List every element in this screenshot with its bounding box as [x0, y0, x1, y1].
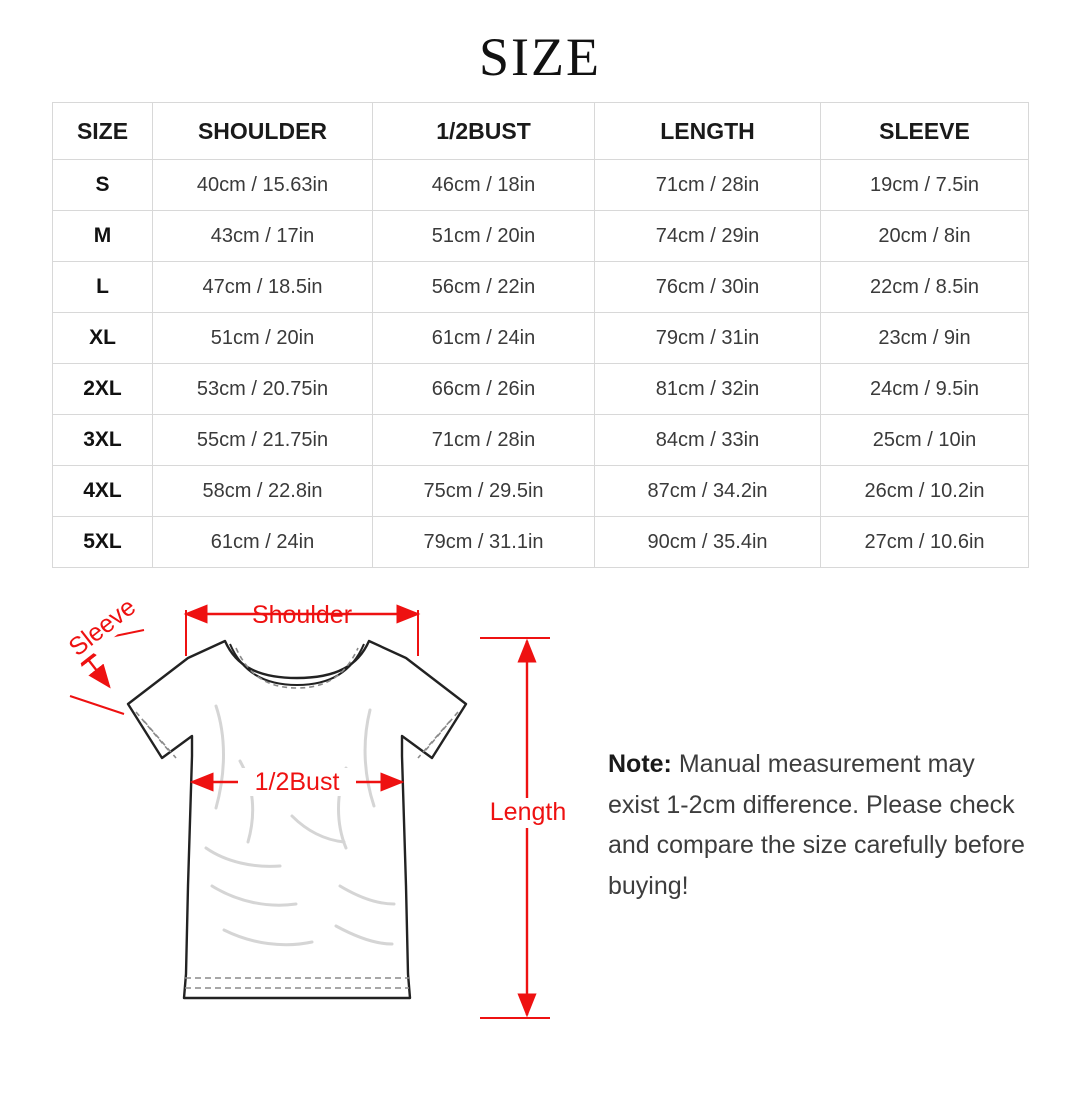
cell-sleeve: 27cm / 10.6in: [821, 517, 1029, 568]
cell-size: XL: [53, 313, 153, 364]
cell-bust: 71cm / 28in: [373, 415, 595, 466]
cell-bust: 79cm / 31.1in: [373, 517, 595, 568]
cell-bust: 75cm / 29.5in: [373, 466, 595, 517]
measurement-diagram: [0, 586, 1080, 1086]
cell-sleeve: 19cm / 7.5in: [821, 160, 1029, 211]
cell-length: 74cm / 29in: [595, 211, 821, 262]
cell-bust: 46cm / 18in: [373, 160, 595, 211]
table-row: [53, 313, 1029, 364]
cell-size: M: [53, 211, 153, 262]
table-row: [53, 466, 1029, 517]
size-table-container: [0, 102, 1080, 568]
column-header-length: LENGTH: [595, 103, 821, 160]
cell-size: S: [53, 160, 153, 211]
cell-sleeve: 22cm / 8.5in: [821, 262, 1029, 313]
size-chart-table: [52, 102, 1029, 568]
shoulder-label: Shoulder: [251, 601, 353, 629]
cell-bust: 56cm / 22in: [373, 262, 595, 313]
cell-length: 84cm / 33in: [595, 415, 821, 466]
table-row: [53, 364, 1029, 415]
page-title: SIZE: [479, 27, 601, 87]
cell-size: L: [53, 262, 153, 313]
cell-length: 76cm / 30in: [595, 262, 821, 313]
cell-sleeve: 25cm / 10in: [821, 415, 1029, 466]
sleeve-label: Sleeve: [62, 591, 143, 663]
length-label: Length: [489, 798, 567, 826]
cell-sleeve: 24cm / 9.5in: [821, 364, 1029, 415]
column-header-sleeve: SLEEVE: [821, 103, 1029, 160]
cell-size: 3XL: [53, 415, 153, 466]
cell-length: 81cm / 32in: [595, 364, 821, 415]
column-header-bust: 1/2BUST: [373, 103, 595, 160]
cell-size: 2XL: [53, 364, 153, 415]
cell-shoulder: 40cm / 15.63in: [153, 160, 373, 211]
cell-shoulder: 47cm / 18.5in: [153, 262, 373, 313]
tshirt-illustration: [40, 586, 660, 1056]
cell-sleeve: 20cm / 8in: [821, 211, 1029, 262]
cell-length: 90cm / 35.4in: [595, 517, 821, 568]
table-row: [53, 262, 1029, 313]
cell-sleeve: 26cm / 10.2in: [821, 466, 1029, 517]
note-label: Note:: [608, 750, 672, 778]
cell-shoulder: 55cm / 21.75in: [153, 415, 373, 466]
table-header-row: [53, 103, 1029, 160]
table-row: [53, 415, 1029, 466]
cell-bust: 66cm / 26in: [373, 364, 595, 415]
table-row: [53, 160, 1029, 211]
cell-shoulder: 51cm / 20in: [153, 313, 373, 364]
bust-label: 1/2Bust: [254, 768, 340, 796]
cell-length: 71cm / 28in: [595, 160, 821, 211]
note-body: Manual measurement may exist 1-2cm difference. Please check and compare the size carefully before buying!: [608, 750, 1025, 900]
note-text: [608, 744, 1028, 906]
cell-shoulder: 53cm / 20.75in: [153, 364, 373, 415]
cell-bust: 61cm / 24in: [373, 313, 595, 364]
table-row: [53, 517, 1029, 568]
cell-length: 87cm / 34.2in: [595, 466, 821, 517]
column-header-shoulder: SHOULDER: [153, 103, 373, 160]
cell-size: 5XL: [53, 517, 153, 568]
cell-shoulder: 43cm / 17in: [153, 211, 373, 262]
column-header-size: SIZE: [53, 103, 153, 160]
cell-shoulder: 61cm / 24in: [153, 517, 373, 568]
table-row: [53, 211, 1029, 262]
cell-size: 4XL: [53, 466, 153, 517]
cell-bust: 51cm / 20in: [373, 211, 595, 262]
cell-length: 79cm / 31in: [595, 313, 821, 364]
cell-sleeve: 23cm / 9in: [821, 313, 1029, 364]
cell-shoulder: 58cm / 22.8in: [153, 466, 373, 517]
